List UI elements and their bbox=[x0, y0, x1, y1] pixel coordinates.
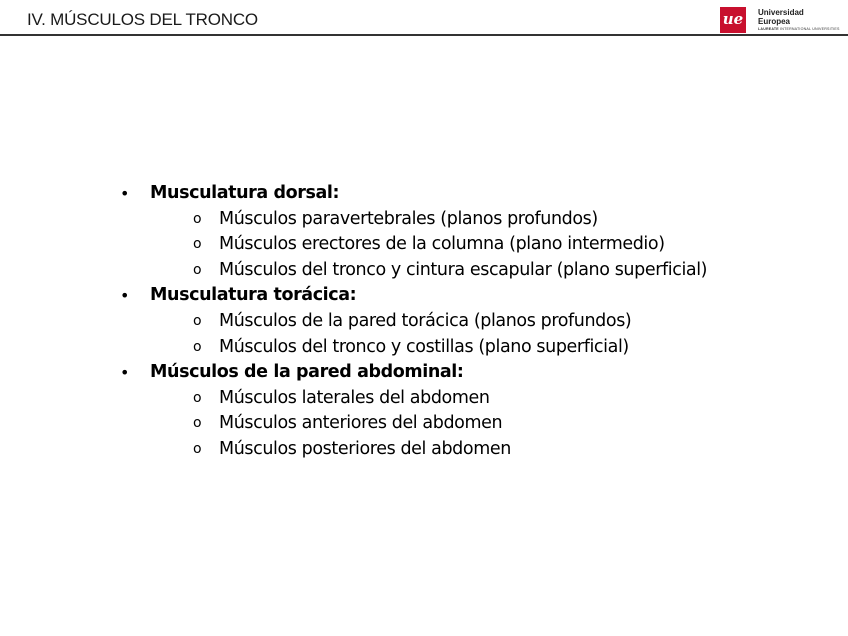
list-item bbox=[0, 437, 848, 463]
hollow-circle-bullet-icon: o bbox=[193, 389, 202, 406]
list-item-text: Músculos posteriores del abdomen bbox=[219, 438, 511, 459]
hollow-circle-bullet-icon: o bbox=[193, 261, 202, 278]
list-item-text: Músculos erectores de la columna (plano intermedio) bbox=[219, 234, 665, 255]
bullet-dot-icon: • bbox=[120, 184, 130, 203]
section-heading: Músculos de la pared abdominal: bbox=[150, 362, 464, 383]
list-item bbox=[0, 258, 848, 284]
section-heading-row bbox=[0, 283, 848, 309]
list-item-text: Músculos paravertebrales (planos profundos) bbox=[219, 208, 598, 229]
bullet-dot-icon: • bbox=[120, 286, 130, 306]
header-divider bbox=[0, 34, 848, 36]
logo-name-line2: Europea bbox=[758, 17, 791, 26]
logo-tagline-rest: INTERNATIONAL UNIVERSITIES bbox=[780, 27, 840, 31]
slide-title: IV. MÚSCULOS DEL TRONCO bbox=[27, 10, 258, 29]
hollow-circle-bullet-icon: o bbox=[193, 236, 202, 253]
section-heading-row bbox=[0, 181, 848, 207]
hollow-circle-bullet-icon: o bbox=[193, 440, 202, 457]
hollow-circle-bullet-icon: o bbox=[193, 338, 202, 355]
hollow-circle-bullet-icon: o bbox=[193, 312, 202, 329]
list-item-text: Músculos laterales del abdomen bbox=[219, 387, 490, 408]
university-logo bbox=[720, 7, 840, 33]
list-item-text: Músculos del tronco y cintura escapular (plano superficial) bbox=[219, 259, 708, 280]
list-item bbox=[0, 335, 848, 361]
bullet-dot-icon: • bbox=[120, 363, 130, 383]
list-item bbox=[0, 207, 848, 233]
hollow-circle-bullet-icon: o bbox=[193, 415, 202, 432]
list-item bbox=[0, 386, 848, 412]
hollow-circle-bullet-icon: o bbox=[193, 210, 202, 227]
bullet-list bbox=[0, 181, 848, 463]
section-heading: Musculatura torácica: bbox=[150, 285, 357, 306]
logo-name-line1: Universidad bbox=[758, 8, 804, 17]
list-item-text: Músculos de la pared torácica (planos profundos) bbox=[219, 310, 632, 331]
logo-tagline bbox=[758, 27, 840, 31]
section-heading-row bbox=[0, 360, 848, 386]
slide-header bbox=[0, 0, 848, 36]
list-item bbox=[0, 411, 848, 437]
list-item-text: Músculos anteriores del abdomen bbox=[219, 413, 503, 434]
section-heading: Musculatura dorsal: bbox=[150, 183, 340, 203]
list-item bbox=[0, 232, 848, 258]
ue-logo-icon: ue bbox=[720, 7, 746, 33]
list-item bbox=[0, 309, 848, 335]
logo-tagline-brand: LAUREATE bbox=[758, 27, 779, 31]
list-item-text: Músculos del tronco y costillas (plano superficial) bbox=[219, 336, 629, 357]
